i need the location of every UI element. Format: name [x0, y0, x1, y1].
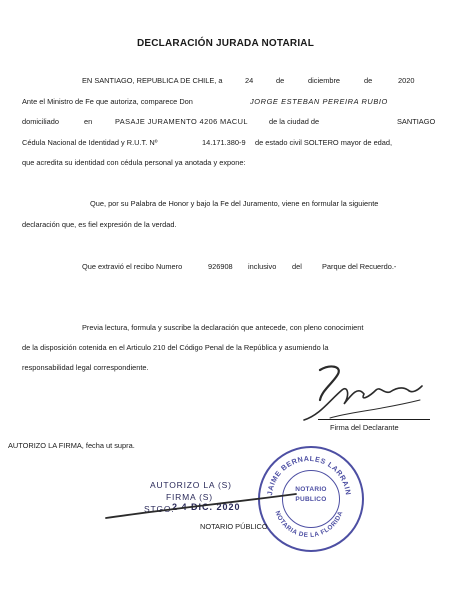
date-month: diciembre	[308, 76, 341, 85]
closing-line-1: Previa lectura, formula y suscribe la declaración que antecede, con pleno conocimient	[82, 323, 364, 332]
stamp-autorizo: AUTORIZO LA (S)	[150, 480, 232, 490]
stamp-strike-stroke	[100, 480, 300, 530]
seal-ring-top-text: JAIME BERNALES LARRAIN	[265, 453, 353, 496]
rut-value: 14.171.380-9	[202, 138, 246, 147]
signature-label: Firma del Declarante	[330, 423, 399, 432]
address: PASAJE JURAMENTO 4206 MACUL	[115, 117, 248, 126]
declarant-name: JORGE ESTEBAN PEREIRA RUBIO	[250, 97, 388, 106]
closing-line-3: responsabilidad legal correspondiente.	[22, 363, 149, 372]
closing-line-2: de la disposición cotenida en el Articulo 210 del Código Penal de la República y asumiendo la	[22, 343, 329, 352]
signature-line	[318, 419, 430, 420]
inclusivo-label: inclusivo	[248, 262, 277, 271]
date-de-2: de	[364, 76, 373, 85]
seal-center-line-1: NOTARIO	[295, 486, 327, 493]
seal-ring-bottom-text: NOTARIA DE LA FLORIDA	[273, 510, 345, 540]
receipt-number: 926908	[208, 262, 233, 271]
del-label: del	[292, 262, 302, 271]
city-label: de la ciudad de	[269, 117, 320, 126]
stamp-stgo: STGO.	[144, 504, 175, 514]
date-year: 2020	[398, 76, 415, 85]
oath-line-2: declaración que, es fiel expresión de la verdad.	[22, 220, 177, 229]
rut-label: Cédula Nacional de Identidad y R.U.T. Nº	[22, 138, 158, 147]
civil-status: de estado civil SOLTERO mayor de edad,	[255, 138, 393, 147]
date-de-1: de	[276, 76, 285, 85]
date-day: 24	[245, 76, 254, 85]
ministro-line-prefix: Ante el Ministro de Fe que autoriza, comparece Don	[22, 97, 193, 106]
city-country-date-prefix: EN SANTIAGO, REPUBLICA DE CHILE, a	[82, 76, 223, 85]
seal-center-line-2: PUBLICO	[295, 496, 327, 503]
identity-line: que acredita su identidad con cédula personal ya anotada y expone:	[22, 158, 246, 167]
loss-statement-prefix: Que extravió el recibo Numero	[82, 262, 183, 271]
domiciliado-label: domiciliado	[22, 117, 59, 126]
document-title: DECLARACIÓN JURADA NOTARIAL	[136, 38, 315, 49]
stamp-firma: FIRMA (S)	[166, 492, 213, 502]
authorization-text: AUTORIZO LA FIRMA, fecha ut supra.	[8, 441, 135, 450]
place-name: Parque del Recuerdo.-	[322, 262, 397, 271]
stamp-notario-publico: NOTARIO PÚBLICO	[200, 522, 268, 531]
city: SANTIAGO	[397, 117, 436, 126]
stamp-date: 2 4 DIC. 2020	[172, 502, 241, 512]
en-label: en	[84, 117, 93, 126]
oath-line-1: Que, por su Palabra de Honor y bajo la Fe del Juramento, viene en formular la siguiente	[90, 199, 379, 208]
